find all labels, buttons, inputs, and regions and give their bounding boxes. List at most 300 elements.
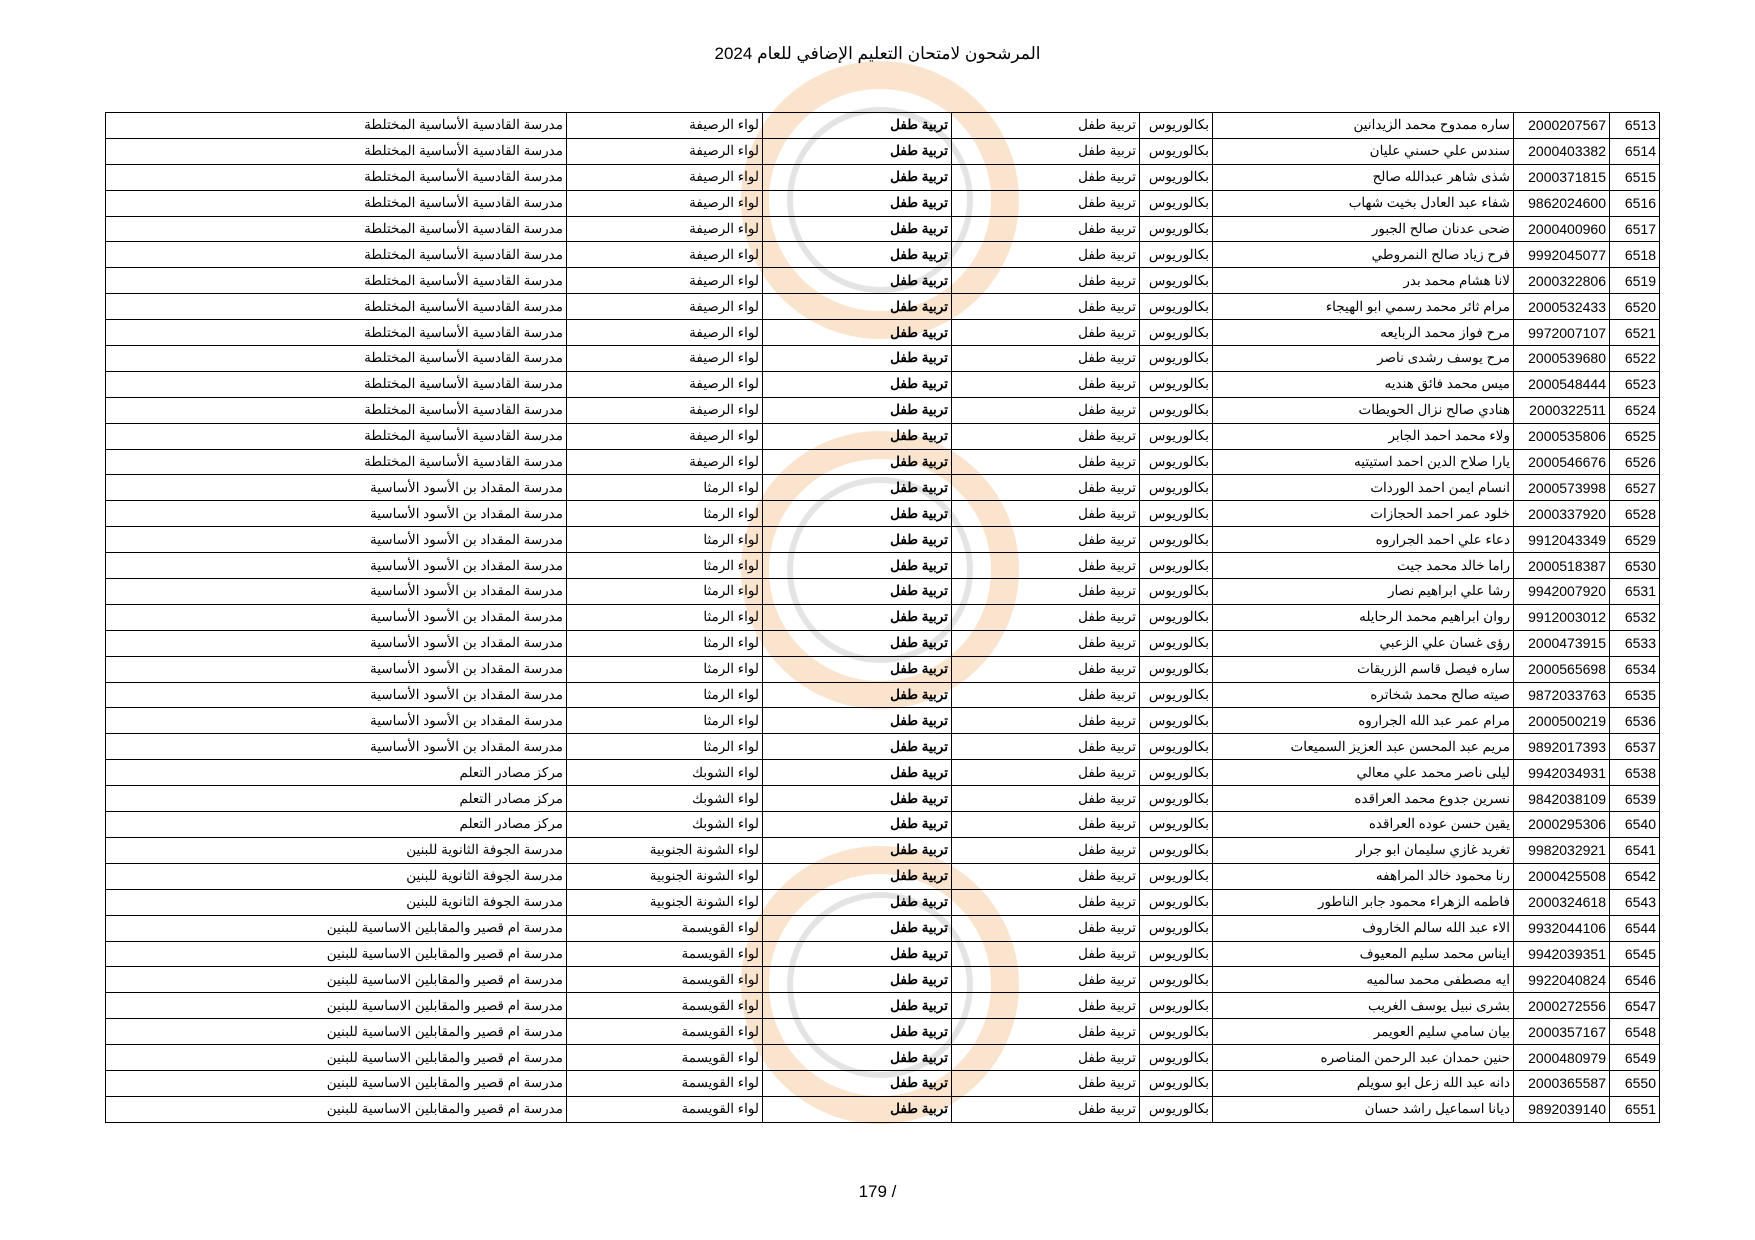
school-cell: مدرسة ام قصير والمقابلين الاساسية للبنين bbox=[106, 1045, 567, 1071]
national-id-cell: 9932044106 bbox=[1514, 915, 1610, 941]
specialization-cell: تربية طفل bbox=[952, 371, 1140, 397]
district-cell: لواء الرصيفة bbox=[567, 397, 763, 423]
table-row bbox=[106, 527, 1660, 553]
specialization-cell: تربية طفل bbox=[952, 604, 1140, 630]
seq-number-cell: 6541 bbox=[1610, 837, 1660, 863]
degree-cell: بكالوريوس bbox=[1140, 630, 1213, 656]
school-cell: مدرسة المقداد بن الأسود الأساسية bbox=[106, 630, 567, 656]
district-cell: لواء الرمثا bbox=[567, 682, 763, 708]
seq-number-cell: 6548 bbox=[1610, 1019, 1660, 1045]
exam-specialization-cell: تربية طفل bbox=[763, 967, 952, 993]
school-cell: مدرسة المقداد بن الأسود الأساسية bbox=[106, 579, 567, 605]
specialization-cell: تربية طفل bbox=[952, 967, 1140, 993]
degree-cell: بكالوريوس bbox=[1140, 863, 1213, 889]
table-row bbox=[106, 449, 1660, 475]
exam-specialization-cell: تربية طفل bbox=[763, 1019, 952, 1045]
seq-number-cell: 6547 bbox=[1610, 993, 1660, 1019]
candidate-name-cell: تغريد غازي سليمان ابو جرار bbox=[1213, 837, 1514, 863]
district-cell: لواء القويسمة bbox=[567, 967, 763, 993]
national-id-cell: 9872033763 bbox=[1514, 682, 1610, 708]
degree-cell: بكالوريوس bbox=[1140, 113, 1213, 139]
seq-number-cell: 6517 bbox=[1610, 216, 1660, 242]
degree-cell: بكالوريوس bbox=[1140, 242, 1213, 268]
candidate-name-cell: ساره فيصل قاسم الزريقات bbox=[1213, 656, 1514, 682]
specialization-cell: تربية طفل bbox=[952, 423, 1140, 449]
seq-number-cell: 6515 bbox=[1610, 164, 1660, 190]
seq-number-cell: 6551 bbox=[1610, 1096, 1660, 1122]
degree-cell: بكالوريوس bbox=[1140, 294, 1213, 320]
national-id-cell: 2000322511 bbox=[1514, 397, 1610, 423]
table-row bbox=[106, 579, 1660, 605]
school-cell: مدرسة ام قصير والمقابلين الاساسية للبنين bbox=[106, 1070, 567, 1096]
exam-specialization-cell: تربية طفل bbox=[763, 604, 952, 630]
national-id-cell: 2000295306 bbox=[1514, 812, 1610, 838]
candidate-name-cell: مريم عبد المحسن عبد العزيز السميعات bbox=[1213, 734, 1514, 760]
school-cell: مدرسة الجوفة الثانوية للبنين bbox=[106, 889, 567, 915]
specialization-cell: تربية طفل bbox=[952, 294, 1140, 320]
national-id-cell: 2000400960 bbox=[1514, 216, 1610, 242]
specialization-cell: تربية طفل bbox=[952, 527, 1140, 553]
candidate-name-cell: يقين حسن عوده العراقده bbox=[1213, 812, 1514, 838]
school-cell: مدرسة القادسية الأساسية المختلطة bbox=[106, 138, 567, 164]
school-cell: مدرسة القادسية الأساسية المختلطة bbox=[106, 371, 567, 397]
table-row bbox=[106, 113, 1660, 139]
exam-specialization-cell: تربية طفل bbox=[763, 216, 952, 242]
district-cell: لواء الشونة الجنوبية bbox=[567, 889, 763, 915]
specialization-cell: تربية طفل bbox=[952, 734, 1140, 760]
district-cell: لواء الرصيفة bbox=[567, 294, 763, 320]
specialization-cell: تربية طفل bbox=[952, 190, 1140, 216]
specialization-cell: تربية طفل bbox=[952, 915, 1140, 941]
exam-specialization-cell: تربية طفل bbox=[763, 164, 952, 190]
specialization-cell: تربية طفل bbox=[952, 993, 1140, 1019]
candidate-name-cell: مرام عمر عبد الله الجراروه bbox=[1213, 708, 1514, 734]
seq-number-cell: 6544 bbox=[1610, 915, 1660, 941]
national-id-cell: 2000539680 bbox=[1514, 346, 1610, 372]
candidate-name-cell: حنين حمدان عبد الرحمن المناصره bbox=[1213, 1045, 1514, 1071]
exam-specialization-cell: تربية طفل bbox=[763, 527, 952, 553]
table-row bbox=[106, 501, 1660, 527]
national-id-cell: 9862024600 bbox=[1514, 190, 1610, 216]
national-id-cell: 9942007920 bbox=[1514, 579, 1610, 605]
degree-cell: بكالوريوس bbox=[1140, 579, 1213, 605]
national-id-cell: 2000337920 bbox=[1514, 501, 1610, 527]
candidate-name-cell: شفاء عبد العادل بخيت شهاب bbox=[1213, 190, 1514, 216]
seq-number-cell: 6539 bbox=[1610, 786, 1660, 812]
school-cell: مدرسة القادسية الأساسية المختلطة bbox=[106, 242, 567, 268]
candidate-name-cell: ميس محمد فائق هنديه bbox=[1213, 371, 1514, 397]
table-row bbox=[106, 863, 1660, 889]
specialization-cell: تربية طفل bbox=[952, 320, 1140, 346]
specialization-cell: تربية طفل bbox=[952, 501, 1140, 527]
candidate-name-cell: الاء عبد الله سالم الخاروف bbox=[1213, 915, 1514, 941]
district-cell: لواء القويسمة bbox=[567, 941, 763, 967]
seq-number-cell: 6522 bbox=[1610, 346, 1660, 372]
district-cell: لواء الشوبك bbox=[567, 760, 763, 786]
degree-cell: بكالوريوس bbox=[1140, 837, 1213, 863]
specialization-cell: تربية طفل bbox=[952, 449, 1140, 475]
national-id-cell: 2000272556 bbox=[1514, 993, 1610, 1019]
exam-specialization-cell: تربية طفل bbox=[763, 837, 952, 863]
degree-cell: بكالوريوس bbox=[1140, 190, 1213, 216]
seq-number-cell: 6527 bbox=[1610, 475, 1660, 501]
exam-specialization-cell: تربية طفل bbox=[763, 915, 952, 941]
school-cell: مدرسة ام قصير والمقابلين الاساسية للبنين bbox=[106, 1096, 567, 1122]
specialization-cell: تربية طفل bbox=[952, 397, 1140, 423]
candidate-name-cell: ايناس محمد سليم المعيوف bbox=[1213, 941, 1514, 967]
seq-number-cell: 6535 bbox=[1610, 682, 1660, 708]
school-cell: مدرسة القادسية الأساسية المختلطة bbox=[106, 164, 567, 190]
specialization-cell: تربية طفل bbox=[952, 786, 1140, 812]
district-cell: لواء الرصيفة bbox=[567, 113, 763, 139]
specialization-cell: تربية طفل bbox=[952, 553, 1140, 579]
specialization-cell: تربية طفل bbox=[952, 812, 1140, 838]
table-row bbox=[106, 553, 1660, 579]
candidate-name-cell: هنادي صالح نزال الحويطات bbox=[1213, 397, 1514, 423]
national-id-cell: 9892017393 bbox=[1514, 734, 1610, 760]
page-number: 179 / bbox=[858, 1182, 897, 1201]
specialization-cell: تربية طفل bbox=[952, 863, 1140, 889]
degree-cell: بكالوريوس bbox=[1140, 371, 1213, 397]
district-cell: لواء الرصيفة bbox=[567, 449, 763, 475]
national-id-cell: 2000207567 bbox=[1514, 113, 1610, 139]
school-cell: مدرسة ام قصير والمقابلين الاساسية للبنين bbox=[106, 993, 567, 1019]
table-row bbox=[106, 993, 1660, 1019]
district-cell: لواء الرمثا bbox=[567, 708, 763, 734]
degree-cell: بكالوريوس bbox=[1140, 1019, 1213, 1045]
national-id-cell: 2000357167 bbox=[1514, 1019, 1610, 1045]
table-row bbox=[106, 604, 1660, 630]
district-cell: لواء القويسمة bbox=[567, 1070, 763, 1096]
candidate-name-cell: ليلى ناصر محمد علي معالي bbox=[1213, 760, 1514, 786]
specialization-cell: تربية طفل bbox=[952, 656, 1140, 682]
national-id-cell: 2000535806 bbox=[1514, 423, 1610, 449]
national-id-cell: 9892039140 bbox=[1514, 1096, 1610, 1122]
exam-specialization-cell: تربية طفل bbox=[763, 268, 952, 294]
table-row bbox=[106, 967, 1660, 993]
table-row bbox=[106, 915, 1660, 941]
seq-number-cell: 6516 bbox=[1610, 190, 1660, 216]
exam-specialization-cell: تربية طفل bbox=[763, 113, 952, 139]
degree-cell: بكالوريوس bbox=[1140, 941, 1213, 967]
exam-specialization-cell: تربية طفل bbox=[763, 423, 952, 449]
specialization-cell: تربية طفل bbox=[952, 268, 1140, 294]
seq-number-cell: 6543 bbox=[1610, 889, 1660, 915]
school-cell: مدرسة الجوفة الثانوية للبنين bbox=[106, 837, 567, 863]
candidate-name-cell: بيان سامي سليم العويمر bbox=[1213, 1019, 1514, 1045]
table-row bbox=[106, 656, 1660, 682]
exam-specialization-cell: تربية طفل bbox=[763, 630, 952, 656]
candidate-name-cell: دانه عبد الله زعل ابو سويلم bbox=[1213, 1070, 1514, 1096]
candidate-name-cell: مرح فواز محمد الربايعه bbox=[1213, 320, 1514, 346]
degree-cell: بكالوريوس bbox=[1140, 138, 1213, 164]
school-cell: مدرسة المقداد بن الأسود الأساسية bbox=[106, 501, 567, 527]
exam-specialization-cell: تربية طفل bbox=[763, 371, 952, 397]
degree-cell: بكالوريوس bbox=[1140, 812, 1213, 838]
district-cell: لواء القويسمة bbox=[567, 1045, 763, 1071]
national-id-cell: 9912003012 bbox=[1514, 604, 1610, 630]
school-cell: مدرسة القادسية الأساسية المختلطة bbox=[106, 320, 567, 346]
table-row bbox=[106, 371, 1660, 397]
national-id-cell: 2000565698 bbox=[1514, 656, 1610, 682]
specialization-cell: تربية طفل bbox=[952, 1045, 1140, 1071]
national-id-cell: 2000473915 bbox=[1514, 630, 1610, 656]
candidate-name-cell: انسام ايمن احمد الوردات bbox=[1213, 475, 1514, 501]
candidate-name-cell: دعاء علي احمد الجراروه bbox=[1213, 527, 1514, 553]
school-cell: مدرسة المقداد بن الأسود الأساسية bbox=[106, 553, 567, 579]
district-cell: لواء القويسمة bbox=[567, 1019, 763, 1045]
specialization-cell: تربية طفل bbox=[952, 346, 1140, 372]
exam-specialization-cell: تربية طفل bbox=[763, 656, 952, 682]
seq-number-cell: 6518 bbox=[1610, 242, 1660, 268]
specialization-cell: تربية طفل bbox=[952, 1096, 1140, 1122]
degree-cell: بكالوريوس bbox=[1140, 397, 1213, 423]
degree-cell: بكالوريوس bbox=[1140, 346, 1213, 372]
seq-number-cell: 6542 bbox=[1610, 863, 1660, 889]
seq-number-cell: 6521 bbox=[1610, 320, 1660, 346]
specialization-cell: تربية طفل bbox=[952, 889, 1140, 915]
district-cell: لواء الرمثا bbox=[567, 553, 763, 579]
table-row bbox=[106, 216, 1660, 242]
school-cell: مركز مصادر التعلم bbox=[106, 812, 567, 838]
table-row bbox=[106, 682, 1660, 708]
national-id-cell: 2000324618 bbox=[1514, 889, 1610, 915]
candidate-name-cell: ولاء محمد احمد الجابر bbox=[1213, 423, 1514, 449]
exam-specialization-cell: تربية طفل bbox=[763, 941, 952, 967]
degree-cell: بكالوريوس bbox=[1140, 164, 1213, 190]
seq-number-cell: 6525 bbox=[1610, 423, 1660, 449]
district-cell: لواء الرمثا bbox=[567, 656, 763, 682]
seq-number-cell: 6524 bbox=[1610, 397, 1660, 423]
district-cell: لواء القويسمة bbox=[567, 915, 763, 941]
table-row bbox=[106, 1096, 1660, 1122]
degree-cell: بكالوريوس bbox=[1140, 449, 1213, 475]
table-row bbox=[106, 423, 1660, 449]
district-cell: لواء الشوبك bbox=[567, 786, 763, 812]
table-row bbox=[106, 1019, 1660, 1045]
exam-specialization-cell: تربية طفل bbox=[763, 708, 952, 734]
table-row bbox=[106, 708, 1660, 734]
national-id-cell: 2000480979 bbox=[1514, 1045, 1610, 1071]
seq-number-cell: 6540 bbox=[1610, 812, 1660, 838]
table-row bbox=[106, 475, 1660, 501]
school-cell: مدرسة القادسية الأساسية المختلطة bbox=[106, 216, 567, 242]
table-row bbox=[106, 889, 1660, 915]
degree-cell: بكالوريوس bbox=[1140, 320, 1213, 346]
degree-cell: بكالوريوس bbox=[1140, 553, 1213, 579]
degree-cell: بكالوريوس bbox=[1140, 656, 1213, 682]
seq-number-cell: 6514 bbox=[1610, 138, 1660, 164]
specialization-cell: تربية طفل bbox=[952, 1070, 1140, 1096]
seq-number-cell: 6529 bbox=[1610, 527, 1660, 553]
district-cell: لواء الرمثا bbox=[567, 604, 763, 630]
district-cell: لواء الرصيفة bbox=[567, 371, 763, 397]
school-cell: مدرسة المقداد بن الأسود الأساسية bbox=[106, 708, 567, 734]
school-cell: مدرسة القادسية الأساسية المختلطة bbox=[106, 190, 567, 216]
district-cell: لواء الرصيفة bbox=[567, 346, 763, 372]
candidate-name-cell: رنا محمود خالد المراهفه bbox=[1213, 863, 1514, 889]
national-id-cell: 2000532433 bbox=[1514, 294, 1610, 320]
degree-cell: بكالوريوس bbox=[1140, 1045, 1213, 1071]
table-row bbox=[106, 837, 1660, 863]
school-cell: مدرسة المقداد بن الأسود الأساسية bbox=[106, 656, 567, 682]
degree-cell: بكالوريوس bbox=[1140, 708, 1213, 734]
exam-specialization-cell: تربية طفل bbox=[763, 734, 952, 760]
exam-specialization-cell: تربية طفل bbox=[763, 786, 952, 812]
seq-number-cell: 6538 bbox=[1610, 760, 1660, 786]
school-cell: مدرسة القادسية الأساسية المختلطة bbox=[106, 423, 567, 449]
degree-cell: بكالوريوس bbox=[1140, 915, 1213, 941]
exam-specialization-cell: تربية طفل bbox=[763, 294, 952, 320]
specialization-cell: تربية طفل bbox=[952, 630, 1140, 656]
table-row bbox=[106, 164, 1660, 190]
school-cell: مدرسة المقداد بن الأسود الأساسية bbox=[106, 734, 567, 760]
exam-specialization-cell: تربية طفل bbox=[763, 1070, 952, 1096]
national-id-cell: 2000403382 bbox=[1514, 138, 1610, 164]
school-cell: مدرسة القادسية الأساسية المختلطة bbox=[106, 346, 567, 372]
degree-cell: بكالوريوس bbox=[1140, 760, 1213, 786]
school-cell: مدرسة الجوفة الثانوية للبنين bbox=[106, 863, 567, 889]
exam-specialization-cell: تربية طفل bbox=[763, 682, 952, 708]
candidate-name-cell: ضحى عدنان صالح الجبور bbox=[1213, 216, 1514, 242]
degree-cell: بكالوريوس bbox=[1140, 786, 1213, 812]
district-cell: لواء الشونة الجنوبية bbox=[567, 837, 763, 863]
national-id-cell: 2000500219 bbox=[1514, 708, 1610, 734]
seq-number-cell: 6550 bbox=[1610, 1070, 1660, 1096]
national-id-cell: 2000573998 bbox=[1514, 475, 1610, 501]
specialization-cell: تربية طفل bbox=[952, 760, 1140, 786]
degree-cell: بكالوريوس bbox=[1140, 967, 1213, 993]
national-id-cell: 9992045077 bbox=[1514, 242, 1610, 268]
seq-number-cell: 6526 bbox=[1610, 449, 1660, 475]
district-cell: لواء الرصيفة bbox=[567, 138, 763, 164]
exam-specialization-cell: تربية طفل bbox=[763, 812, 952, 838]
table-row bbox=[106, 320, 1660, 346]
degree-cell: بكالوريوس bbox=[1140, 1070, 1213, 1096]
degree-cell: بكالوريوس bbox=[1140, 475, 1213, 501]
specialization-cell: تربية طفل bbox=[952, 216, 1140, 242]
degree-cell: بكالوريوس bbox=[1140, 682, 1213, 708]
degree-cell: بكالوريوس bbox=[1140, 734, 1213, 760]
candidate-name-cell: ديانا اسماعيل راشد حسان bbox=[1213, 1096, 1514, 1122]
candidate-name-cell: نسرين جدوع محمد العراقده bbox=[1213, 786, 1514, 812]
seq-number-cell: 6532 bbox=[1610, 604, 1660, 630]
specialization-cell: تربية طفل bbox=[952, 138, 1140, 164]
candidate-name-cell: مرام ثائر محمد رسمي ابو الهيجاء bbox=[1213, 294, 1514, 320]
document-title: المرشحون لامتحان التعليم الإضافي للعام 2024 bbox=[714, 44, 1041, 63]
specialization-cell: تربية طفل bbox=[952, 1019, 1140, 1045]
school-cell: مدرسة القادسية الأساسية المختلطة bbox=[106, 449, 567, 475]
district-cell: لواء القويسمة bbox=[567, 993, 763, 1019]
exam-specialization-cell: تربية طفل bbox=[763, 1045, 952, 1071]
district-cell: لواء الرصيفة bbox=[567, 190, 763, 216]
candidate-name-cell: راما خالد محمد جيت bbox=[1213, 553, 1514, 579]
seq-number-cell: 6530 bbox=[1610, 553, 1660, 579]
exam-specialization-cell: تربية طفل bbox=[763, 889, 952, 915]
exam-specialization-cell: تربية طفل bbox=[763, 501, 952, 527]
candidate-name-cell: ايه مصطفى محمد سالميه bbox=[1213, 967, 1514, 993]
candidate-name-cell: يارا صلاح الدين احمد استيتيه bbox=[1213, 449, 1514, 475]
district-cell: لواء الرمثا bbox=[567, 734, 763, 760]
national-id-cell: 9842038109 bbox=[1514, 786, 1610, 812]
candidate-name-cell: خلود عمر احمد الحجازات bbox=[1213, 501, 1514, 527]
degree-cell: بكالوريوس bbox=[1140, 604, 1213, 630]
table-row bbox=[106, 1070, 1660, 1096]
table-row bbox=[106, 630, 1660, 656]
table-row bbox=[106, 760, 1660, 786]
exam-specialization-cell: تربية طفل bbox=[763, 579, 952, 605]
national-id-cell: 9942039351 bbox=[1514, 941, 1610, 967]
seq-number-cell: 6520 bbox=[1610, 294, 1660, 320]
seq-number-cell: 6545 bbox=[1610, 941, 1660, 967]
school-cell: مدرسة القادسية الأساسية المختلطة bbox=[106, 113, 567, 139]
district-cell: لواء الرصيفة bbox=[567, 216, 763, 242]
candidate-name-cell: روان ابراهيم محمد الرحايله bbox=[1213, 604, 1514, 630]
exam-specialization-cell: تربية طفل bbox=[763, 863, 952, 889]
district-cell: لواء الرمثا bbox=[567, 630, 763, 656]
school-cell: مدرسة ام قصير والمقابلين الاساسية للبنين bbox=[106, 915, 567, 941]
candidate-name-cell: ساره ممدوح محمد الزيدانين bbox=[1213, 113, 1514, 139]
table-row bbox=[106, 242, 1660, 268]
table-row bbox=[106, 190, 1660, 216]
candidate-name-cell: رشا علي ابراهيم نصار bbox=[1213, 579, 1514, 605]
district-cell: لواء الرصيفة bbox=[567, 320, 763, 346]
national-id-cell: 2000322806 bbox=[1514, 268, 1610, 294]
candidate-name-cell: رؤى غسان علي الزعبي bbox=[1213, 630, 1514, 656]
district-cell: لواء الرمثا bbox=[567, 475, 763, 501]
exam-specialization-cell: تربية طفل bbox=[763, 138, 952, 164]
district-cell: لواء الرصيفة bbox=[567, 164, 763, 190]
seq-number-cell: 6528 bbox=[1610, 501, 1660, 527]
national-id-cell: 9982032921 bbox=[1514, 837, 1610, 863]
degree-cell: بكالوريوس bbox=[1140, 501, 1213, 527]
specialization-cell: تربية طفل bbox=[952, 941, 1140, 967]
school-cell: مدرسة المقداد بن الأسود الأساسية bbox=[106, 682, 567, 708]
specialization-cell: تربية طفل bbox=[952, 837, 1140, 863]
table-row bbox=[106, 1045, 1660, 1071]
district-cell: لواء الشونة الجنوبية bbox=[567, 863, 763, 889]
school-cell: مدرسة ام قصير والمقابلين الاساسية للبنين bbox=[106, 967, 567, 993]
degree-cell: بكالوريوس bbox=[1140, 889, 1213, 915]
school-cell: مركز مصادر التعلم bbox=[106, 786, 567, 812]
candidate-name-cell: مرح يوسف رشدى ناصر bbox=[1213, 346, 1514, 372]
district-cell: لواء الشوبك bbox=[567, 812, 763, 838]
specialization-cell: تربية طفل bbox=[952, 164, 1140, 190]
seq-number-cell: 6531 bbox=[1610, 579, 1660, 605]
table-row bbox=[106, 734, 1660, 760]
national-id-cell: 2000548444 bbox=[1514, 371, 1610, 397]
school-cell: مدرسة القادسية الأساسية المختلطة bbox=[106, 294, 567, 320]
candidate-name-cell: فرح زياد صالح النمروطي bbox=[1213, 242, 1514, 268]
seq-number-cell: 6533 bbox=[1610, 630, 1660, 656]
degree-cell: بكالوريوس bbox=[1140, 993, 1213, 1019]
national-id-cell: 2000371815 bbox=[1514, 164, 1610, 190]
table-row bbox=[106, 812, 1660, 838]
district-cell: لواء الرمثا bbox=[567, 579, 763, 605]
seq-number-cell: 6546 bbox=[1610, 967, 1660, 993]
candidate-name-cell: فاطمه الزهراء محمود جابر الناطور bbox=[1213, 889, 1514, 915]
national-id-cell: 9922040824 bbox=[1514, 967, 1610, 993]
degree-cell: بكالوريوس bbox=[1140, 527, 1213, 553]
exam-specialization-cell: تربية طفل bbox=[763, 993, 952, 1019]
school-cell: مدرسة ام قصير والمقابلين الاساسية للبنين bbox=[106, 1019, 567, 1045]
exam-specialization-cell: تربية طفل bbox=[763, 242, 952, 268]
seq-number-cell: 6549 bbox=[1610, 1045, 1660, 1071]
specialization-cell: تربية طفل bbox=[952, 475, 1140, 501]
exam-specialization-cell: تربية طفل bbox=[763, 190, 952, 216]
school-cell: مدرسة المقداد بن الأسود الأساسية bbox=[106, 604, 567, 630]
seq-number-cell: 6536 bbox=[1610, 708, 1660, 734]
